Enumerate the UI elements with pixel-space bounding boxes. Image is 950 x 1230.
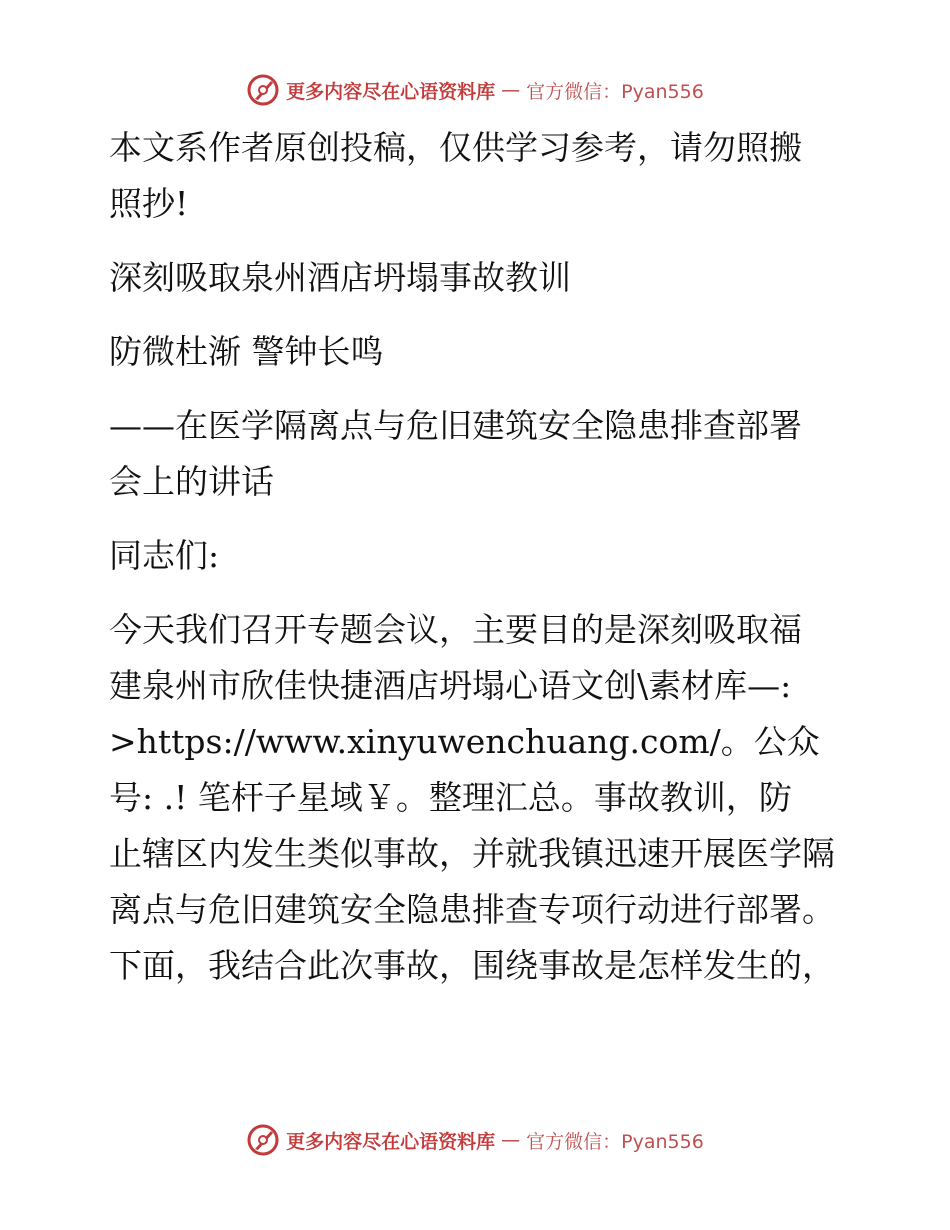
banner-contact-text: 官方微信：Pyan556 [526,80,704,103]
subtitle-line: 会上的讲话 [109,462,274,501]
body-line: 建泉州市欣佳快捷酒店坍塌心语文创\素材库—: [109,666,792,705]
body-line: 今天我们召开专题会议，主要目的是深刻吸取福 [109,610,802,649]
banner-separator: — [501,1129,521,1151]
banner-separator: — [501,79,521,101]
notice-paragraph [97,120,857,232]
body-line: 离点与危旧建筑安全隐患排查专项行动进行部署。 [109,890,835,929]
header-banner [0,70,950,110]
body-line: >https://www.xinyuwenchuang.com/。公众 [109,722,820,761]
body-line: 止辖区内发生类似事故，并就我镇迅速开展医学隔 [109,834,835,873]
body-paragraph [97,602,857,994]
subtitle-line: ——在医学隔离点与危旧建筑安全隐患排查部署 [109,406,802,445]
notice-line: 照抄! [109,184,189,223]
notice-line: 本文系作者原创投稿，仅供学习参考，请勿照搬 [109,128,802,167]
banner-brand-text: 更多内容尽在心语资料库 [286,1130,496,1153]
footer-banner [0,1120,950,1160]
document-title: 深刻吸取泉州酒店坍塌事故教训 [109,258,571,297]
document-subtitle [97,398,857,510]
salutation: 同志们: [109,536,220,575]
quill-logo-icon [246,73,280,107]
banner-contact-text: 官方微信：Pyan556 [526,1130,704,1153]
document-body [97,120,857,1012]
banner-brand-text: 更多内容尽在心语资料库 [286,80,496,103]
document-title-secondary: 防微杜渐 警钟长鸣 [109,332,384,371]
quill-logo-icon [246,1123,280,1157]
body-line: 号: .! 笔杆子星域￥。整理汇总。事故教训，防 [109,778,792,817]
body-line: 下面，我结合此次事故，围绕事故是怎样发生的， [109,946,835,985]
